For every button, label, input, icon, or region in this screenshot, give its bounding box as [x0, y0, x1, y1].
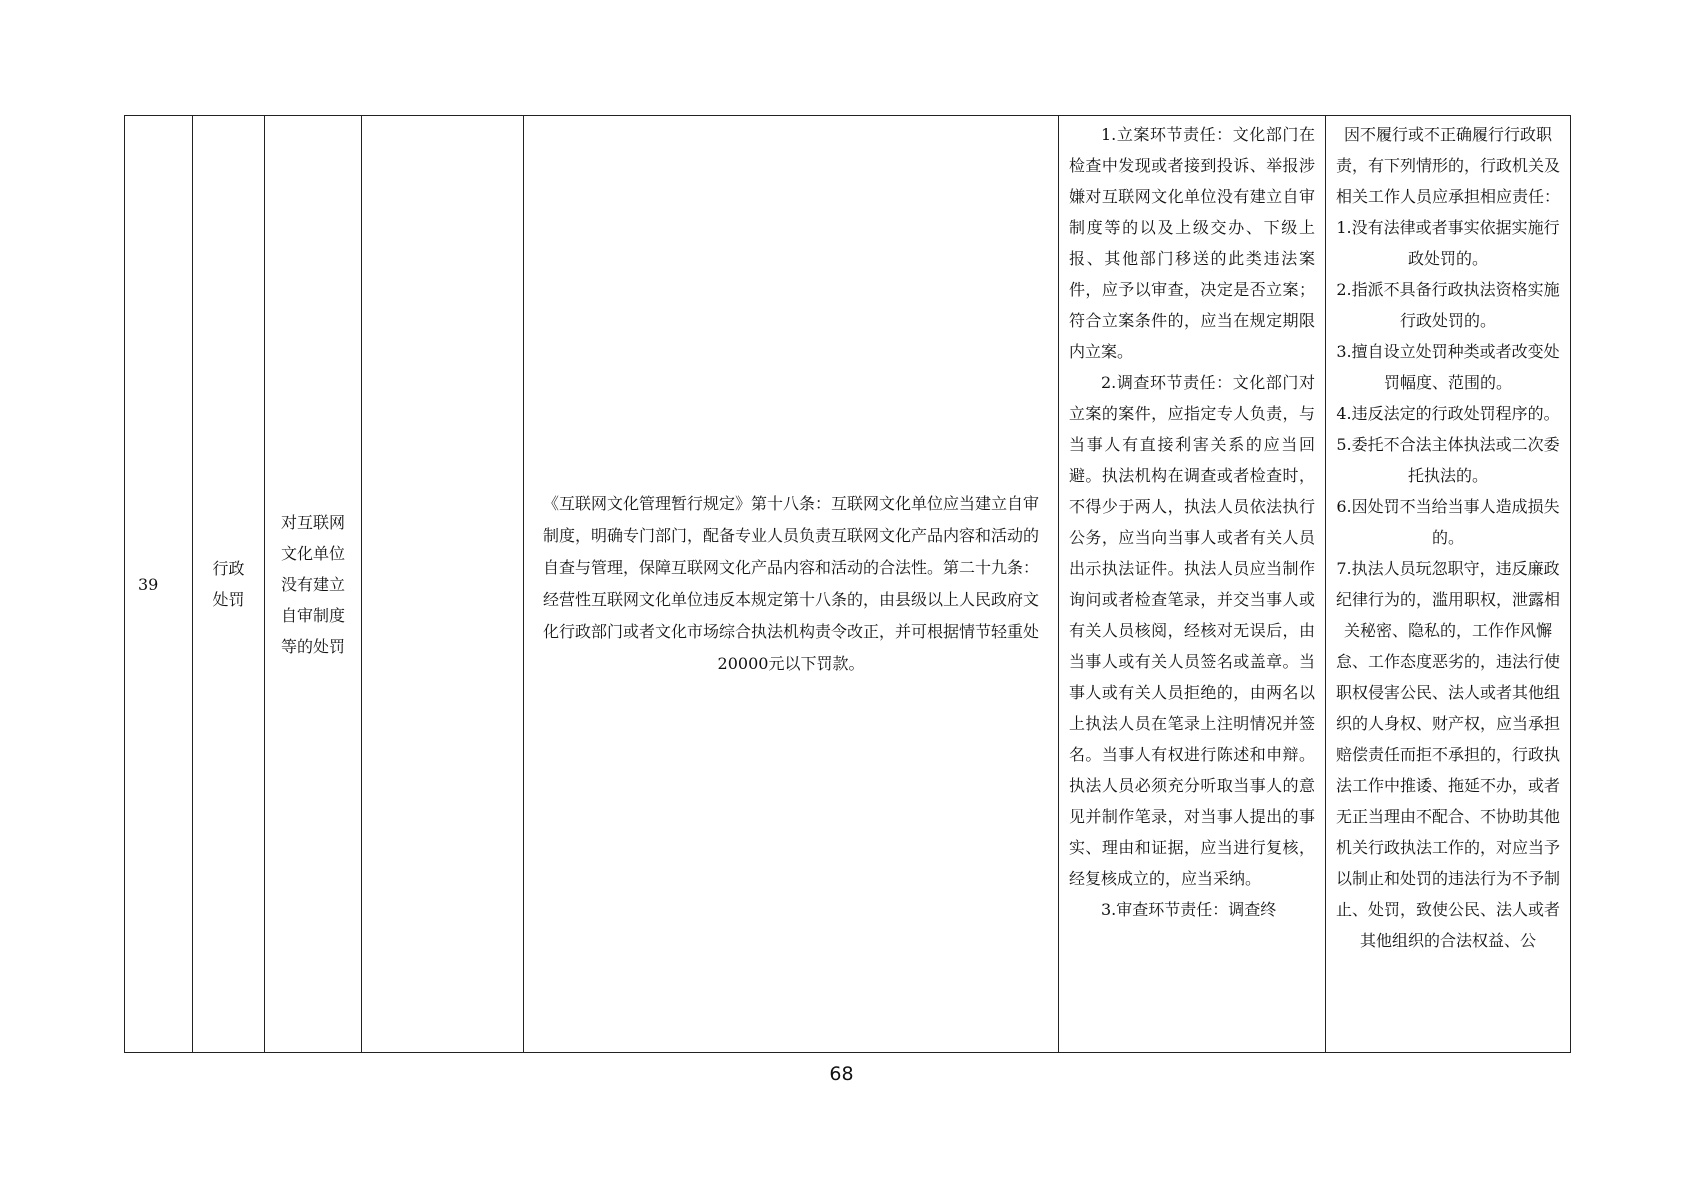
- empty-cell: [362, 116, 524, 1053]
- table-row: [125, 116, 1571, 1053]
- liability-paragraph: 5.委托不合法主体执法或二次委托执法的。: [1336, 435, 1560, 485]
- responsibility-paragraph: 1.立案环节责任：文化部门在检查中发现或者接到投诉、举报涉嫌对互联网文化单位没有建立自审制度等的以及上级交办、下级上报、其他部门移送的此类违法案件，应予以审查，决定是否立案；符合立案条件的，应当在规定期限内立案。: [1069, 125, 1315, 361]
- category-cell: [193, 116, 265, 1053]
- liability-paragraph: 7.执法人员玩忽职守，违反廉政纪律行为的，滥用职权，泄露相关秘密、隐私的，工作作风懈怠、工作态度恶劣的，违法行使职权侵害公民、法人或者其他组织的人身权、财产权，应当承担赔偿责任而拒不承担的，行政执法工作中推诿、拖延不办，或者无正当理由不配合、不协助其他机关行政执法工作的，对应当予以制止和处罚的违法行为不予制止、处罚，致使公民、法人或者其他组织的合法权益、公: [1336, 559, 1560, 950]
- liability-paragraph: 1.没有法律或者事实依据实施行政处罚的。: [1336, 218, 1560, 268]
- item-name-line: 文化单位: [280, 543, 345, 563]
- liability-paragraph: 因不履行或不正确履行行政职责，有下列情形的，行政机关及相关工作人员应承担相应责任：: [1336, 125, 1560, 206]
- liability-paragraph: 2.指派不具备行政执法资格实施行政处罚的。: [1336, 280, 1560, 330]
- category-line: 行政: [212, 559, 245, 578]
- page-number: 68: [829, 1063, 854, 1085]
- responsibility-paragraph: 2.调查环节责任：文化部门对立案的案件，应指定专人负责，与当事人有直接利害关系的应当回避。执法机构在调查或者检查时，不得少于两人，执法人员依法执行公务，应当向当事人或者有关人员出示执法证件。执法人员应当制作询问或者检查笔录，并交当事人或有关人员核阅，经核对无误后，由当事人或有关人员签名或盖章。当事人或有关人员拒绝的，由两名以上执法人员在笔录上注明情况并签名。当事人有权进行陈述和申辩。执法人员必须充分听取当事人的意见并制作笔录，对当事人提出的事实、理由和证据，应当进行复核，经复核成立的，应当采纳。: [1069, 373, 1315, 888]
- item-name-line: 自审制度: [280, 605, 345, 625]
- item-name-line: 等的处罚: [280, 636, 345, 656]
- legal-basis-text: 《互联网文化管理暂行规定》第十八条：互联网文化单位应当建立自审制度，明确专门部门，配备专业人员负责互联网文化产品内容和活动的自查与管理，保障互联网文化产品内容和活动的合法性。第二十九条：经营性互联网文化单位违反本规定第十八条的，由县级以上人民政府文化行政部门或者文化市场综合执法机构责令改正，并可根据情节轻重处20000元以下罚款。: [542, 494, 1039, 673]
- liability-paragraph: 4.违反法定的行政处罚程序的。: [1336, 404, 1560, 423]
- responsibility-paragraph: 3.审查环节责任：调查终: [1101, 900, 1277, 919]
- responsibility-cell: [1059, 116, 1326, 1053]
- liability-paragraph: 3.擅自设立处罚种类或者改变处罚幅度、范围的。: [1336, 342, 1560, 392]
- liability-cell: [1326, 116, 1571, 1053]
- liability-paragraph: 6.因处罚不当给当事人造成损失的。: [1336, 497, 1560, 547]
- item-name-line: 对互联网: [280, 512, 345, 532]
- item-name-cell: [265, 116, 362, 1053]
- row-number: 39: [125, 116, 193, 1053]
- item-name-line: 没有建立: [280, 574, 345, 594]
- legal-basis-cell: [524, 116, 1059, 1053]
- category-line: 处罚: [212, 590, 245, 609]
- document-table: [124, 115, 1571, 1053]
